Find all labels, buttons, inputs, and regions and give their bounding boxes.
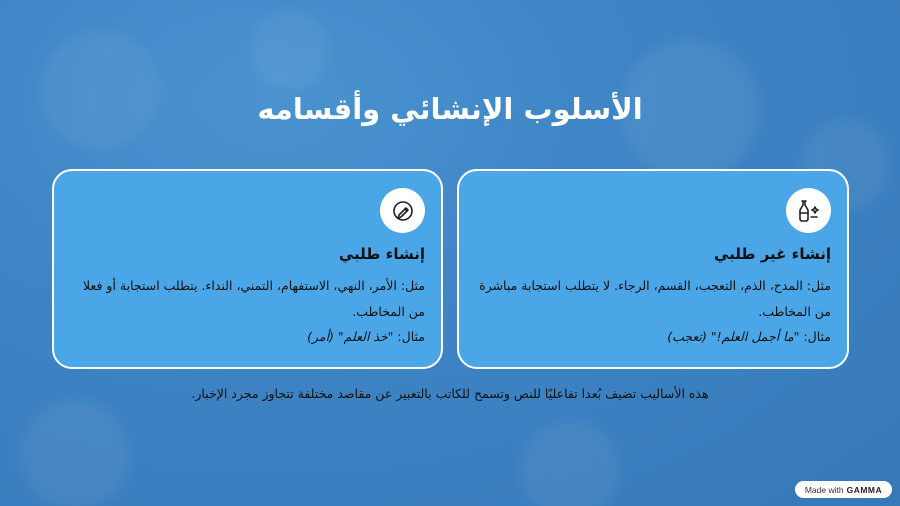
example-label: مثال: (397, 329, 425, 344)
made-with-gamma-badge[interactable] (795, 481, 892, 498)
card-icon-circle (380, 188, 425, 233)
card-example (70, 329, 425, 344)
card-title: إنشاء غير طلبي (713, 245, 831, 263)
example-text: "ما أجمل العلم!" (تعجب) (667, 329, 800, 344)
card-title: إنشاء طلبي (338, 245, 425, 263)
example-label: مثال: (803, 329, 831, 344)
pen-hand-icon (390, 198, 416, 224)
card-icon-circle (786, 188, 831, 233)
example-text: "خذ العلم" (أمر) (307, 329, 394, 344)
card-example (475, 329, 831, 344)
card-description: مثل: المدح، الذم، التعجب، القسم، الرجاء. لا يتطلب استجابة مباشرة من المخاطب. (479, 278, 831, 319)
card-non-request (457, 169, 849, 369)
card-request (52, 169, 443, 369)
card-description: مثل: الأمر، النهي، الاستفهام، التمني، النداء. يتطلب استجابة أو فعلا من المخاطب. (82, 278, 425, 319)
slide-footnote: هذه الأساليب تضيف بُعدا تفاعليًا للنص وتسمح للكاتب بالتعبير عن مقاصد مختلفة تتجاوز مجرد الإخبار. (191, 386, 709, 401)
bottles-sparkle-icon (796, 198, 822, 224)
bokeh-decoration (520, 420, 620, 506)
slide-title: الأسلوب الإنشائي وأقسامه (257, 92, 643, 126)
bokeh-decoration (250, 10, 330, 90)
bokeh-decoration (40, 30, 160, 150)
badge-prefix: Made with (804, 484, 844, 495)
bokeh-decoration (20, 400, 130, 506)
gamma-logo: GAMMA (846, 484, 883, 495)
